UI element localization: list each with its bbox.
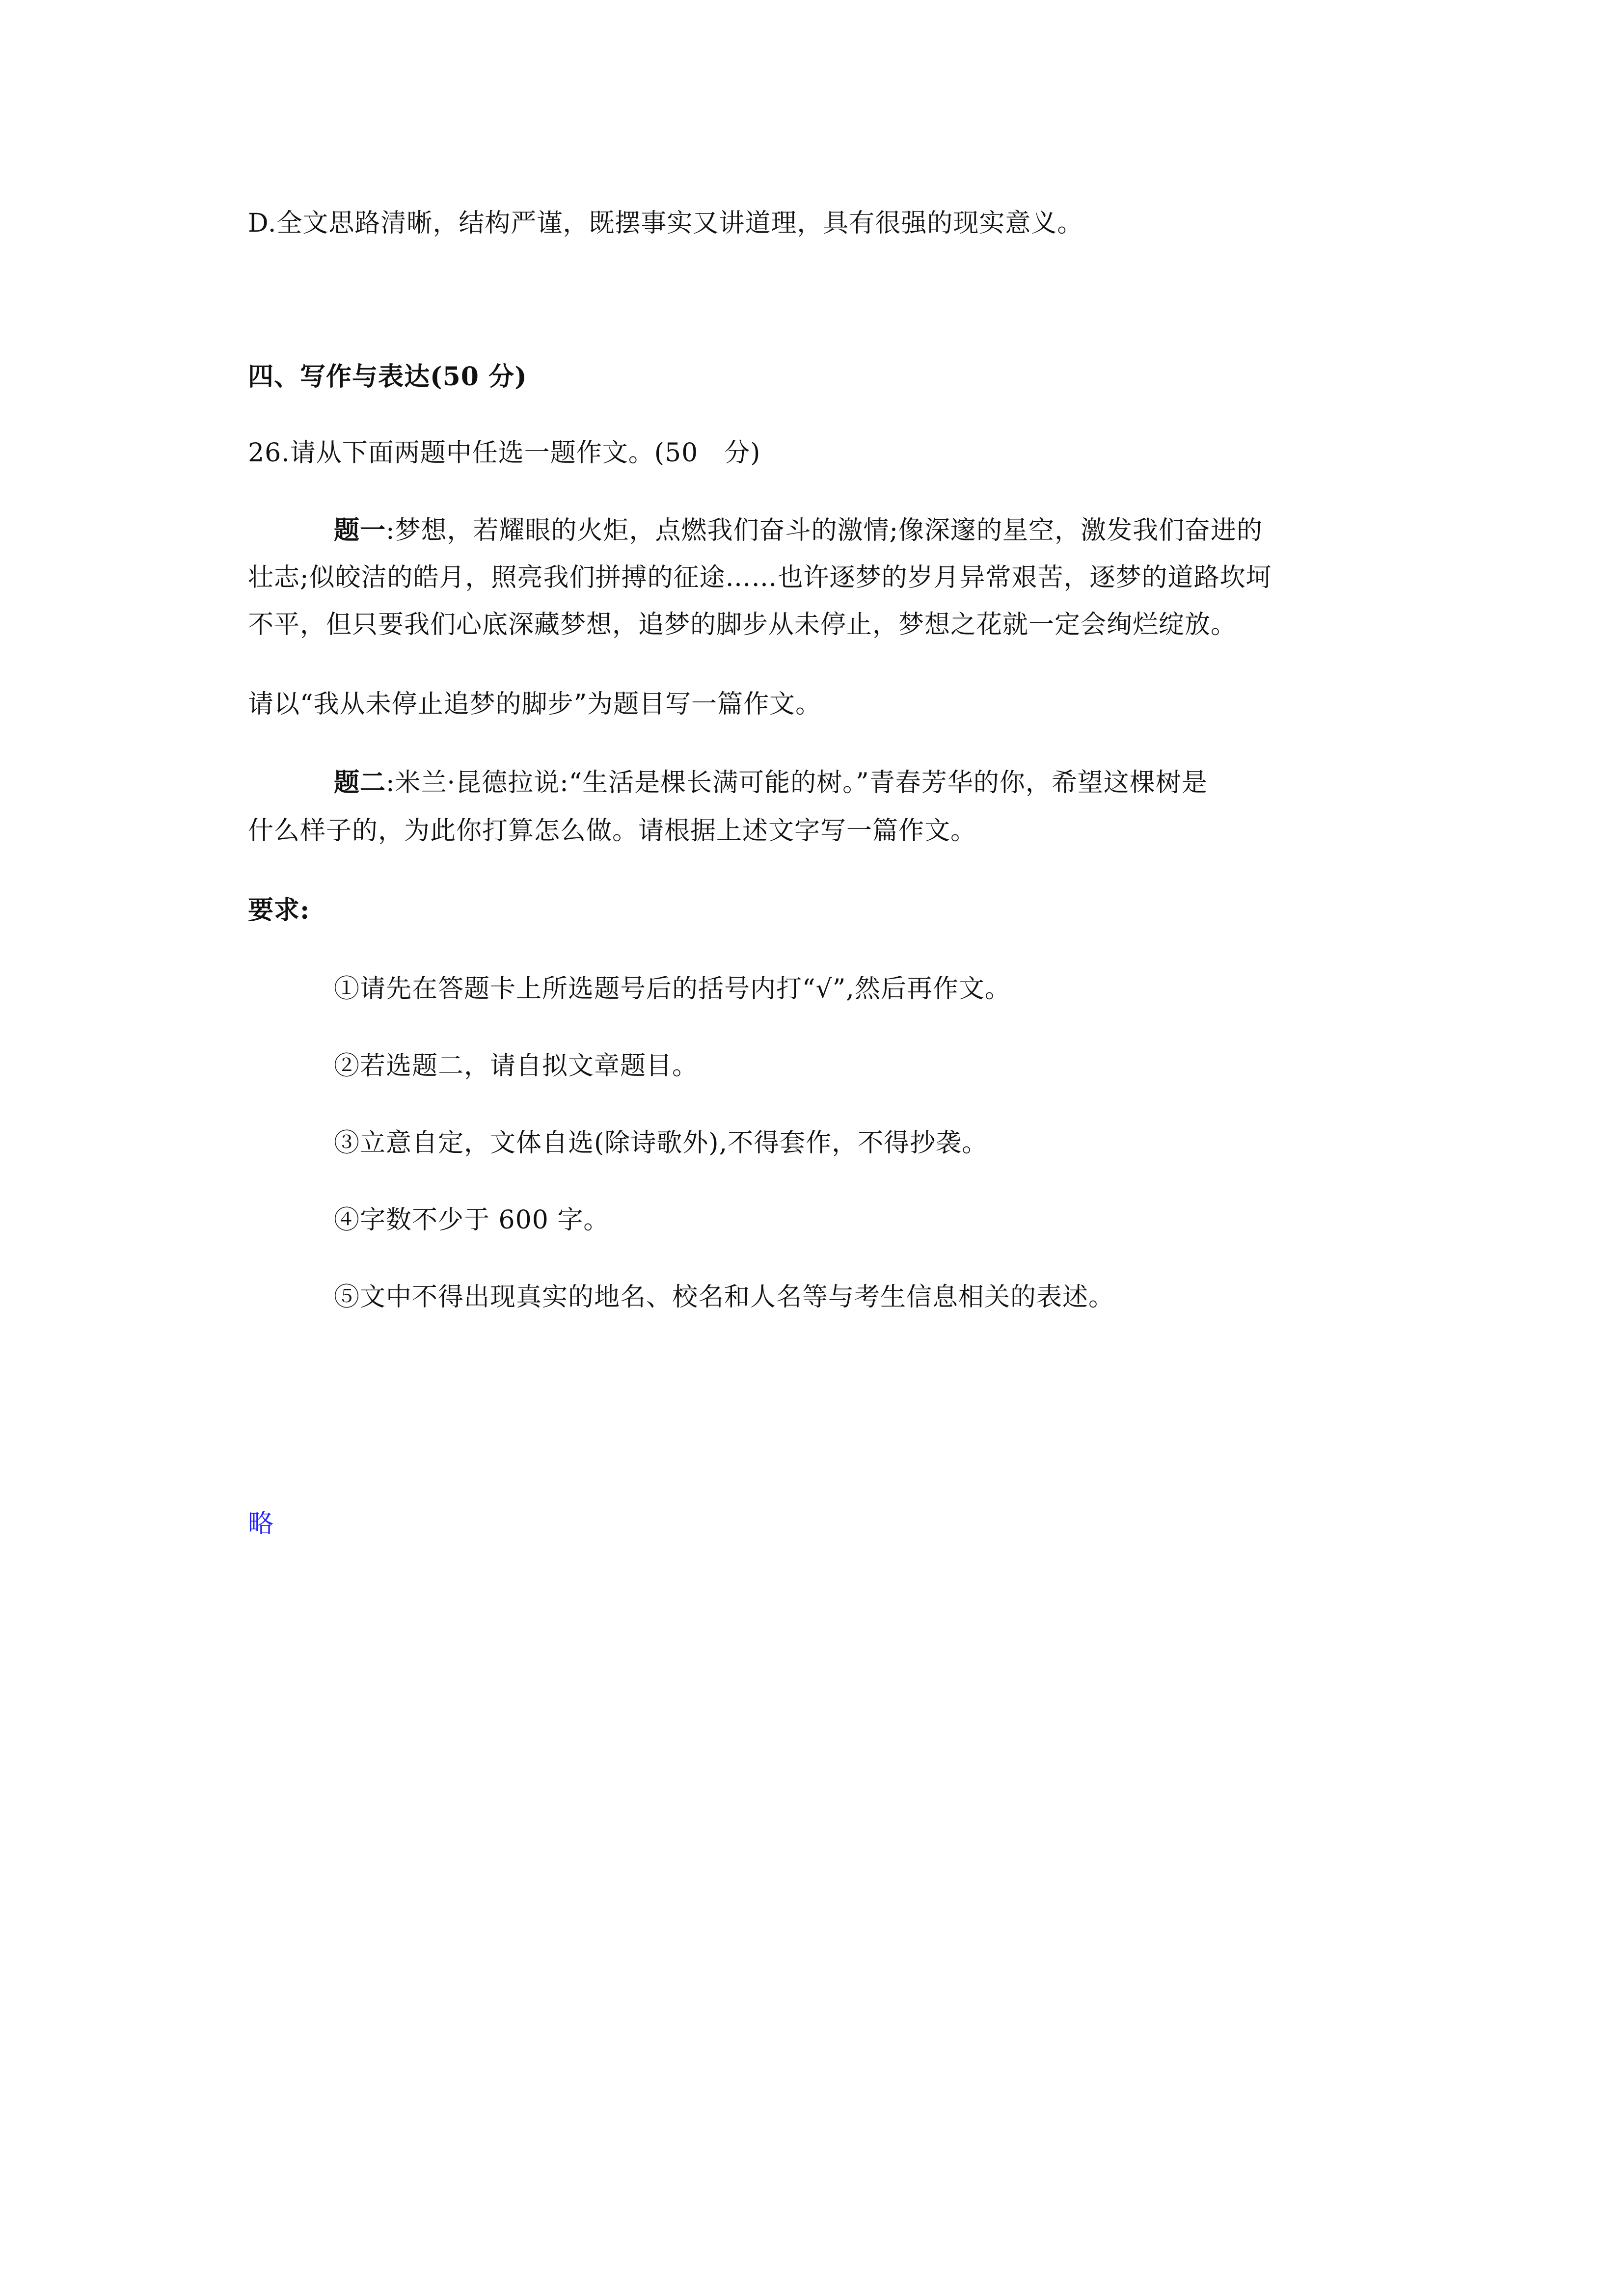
topic2-label: 题二 bbox=[334, 768, 386, 798]
question-text: 26.请从下面两题中任选一题作文。(50 分) bbox=[248, 438, 761, 468]
section-heading: 四、写作与表达(50 分) bbox=[248, 362, 527, 392]
topic1-label: 题一 bbox=[334, 515, 386, 545]
topic2-line1 bbox=[334, 766, 1208, 800]
requirement-item: ①请先在答题卡上所选题号后的括号内打“√”,然后再作文。 bbox=[334, 974, 1011, 1004]
topic2-line1-text: :米兰·昆德拉说:“生活是棵长满可能的树。”青春芳华的你，希望这棵树是 bbox=[386, 768, 1208, 798]
requirement-item: ③立意自定，文体自选(除诗歌外),不得套作，不得抄袭。 bbox=[334, 1128, 988, 1158]
requirements-heading: 要求: bbox=[248, 895, 310, 925]
answer-text: 略 bbox=[248, 1509, 274, 1539]
requirement-item: ②若选题二，请自拟文章题目。 bbox=[334, 1051, 699, 1081]
topic1-instruction: 请以“我从未停止追梦的脚步”为题目写一篇作文。 bbox=[248, 690, 822, 719]
topic1-line3: 不平，但只要我们心底深藏梦想，追梦的脚步从未停止，梦想之花就一定会绚烂绽放。 bbox=[248, 610, 1237, 640]
topic1-line2: 壮志;似皎洁的皓月，照亮我们拼搏的征途……也许逐梦的岁月异常艰苦，逐梦的道路坎坷 bbox=[248, 563, 1272, 592]
topic1-line1-text: :梦想，若耀眼的火炬，点燃我们奋斗的激情;像深邃的星空，激发我们奋进的 bbox=[386, 516, 1263, 545]
topic1-line1 bbox=[334, 513, 1263, 548]
option-d-text: D.全文思路清晰，结构严谨，既摆事实又讲道理，具有很强的现实意义。 bbox=[248, 209, 1083, 238]
topic2-line2: 什么样子的，为此你打算怎么做。请根据上述文字写一篇作文。 bbox=[248, 816, 977, 846]
requirement-item: ⑤文中不得出现真实的地名、校名和人名等与考生信息相关的表述。 bbox=[334, 1282, 1115, 1312]
requirement-item: ④字数不少于 600 字。 bbox=[334, 1205, 610, 1235]
